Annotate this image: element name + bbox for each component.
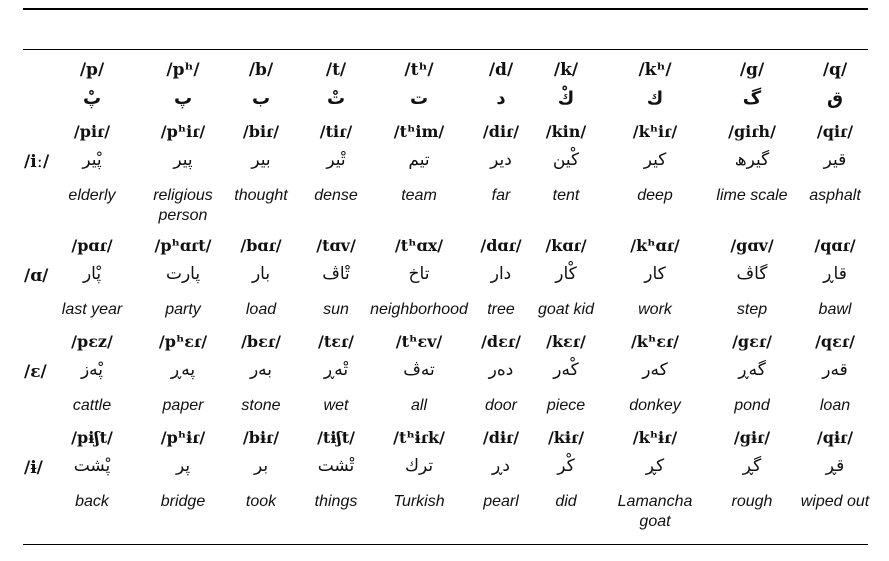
word-gloss: lime scale <box>716 187 788 204</box>
column-header-ipa: /d/ <box>488 60 514 80</box>
word-ipa: /tʰɑx/ <box>394 236 444 255</box>
word-gloss: elderly <box>68 187 116 204</box>
column-header-letter: پْ <box>82 88 102 109</box>
word-ipa: /kʰɨɾ/ <box>632 428 678 447</box>
word-gloss: asphalt <box>809 187 861 204</box>
word-ipa: /dɑɾ/ <box>480 236 522 255</box>
word-gloss: party <box>165 301 201 318</box>
word-gloss: step <box>736 301 768 318</box>
header-rule <box>23 49 868 50</box>
word-gloss: bridge <box>160 493 206 510</box>
word-ipa: /qɨɾ/ <box>816 428 854 447</box>
word-arabic: تْیر <box>326 150 346 170</box>
word-ipa: /pɨʃt/ <box>71 428 113 447</box>
word-arabic: تْشت <box>317 456 355 476</box>
word-arabic: پیر <box>173 150 193 170</box>
word-gloss: did <box>555 493 577 510</box>
word-arabic: قیر <box>823 150 847 170</box>
word-arabic: كیر <box>643 150 667 170</box>
word-arabic: كْین <box>552 150 580 170</box>
column-header-ipa: /p/ <box>79 60 105 80</box>
word-gloss: pond <box>734 397 770 414</box>
word-arabic: قڕ <box>825 456 845 476</box>
column-header-ipa: /tʰ/ <box>404 60 434 80</box>
word-gloss: religious person <box>153 187 213 224</box>
word-gloss: tent <box>552 187 580 204</box>
word-arabic: پارت <box>165 264 201 284</box>
word-gloss: door <box>484 397 518 414</box>
word-arabic: بار <box>251 264 271 284</box>
word-gloss: cattle <box>72 397 112 414</box>
word-gloss: load <box>245 301 277 318</box>
word-ipa: /gɨɾ/ <box>733 428 771 447</box>
word-gloss: wet <box>323 397 349 414</box>
word-ipa: /gɛɾ/ <box>732 332 772 351</box>
word-arabic: گاڤ <box>736 264 768 284</box>
word-arabic: بیر <box>251 150 271 170</box>
word-ipa: /diɾ/ <box>482 122 520 141</box>
column-header-letter: گ <box>742 88 762 109</box>
column-header-letter: تْ <box>326 88 346 109</box>
column-header-ipa: /t/ <box>325 60 347 80</box>
vowel-label: /iː/ <box>24 152 50 172</box>
word-gloss: piece <box>546 397 586 414</box>
column-header-letter: پ <box>173 88 193 109</box>
word-arabic: كْر <box>557 456 575 476</box>
word-ipa: /giɾh/ <box>728 122 776 141</box>
word-ipa: /qɛɾ/ <box>815 332 855 351</box>
column-header-letter: ب <box>251 88 271 109</box>
word-ipa: /pʰɛɾ/ <box>158 332 208 351</box>
word-arabic: كار <box>644 264 666 284</box>
word-gloss: pearl <box>483 493 519 510</box>
word-gloss: paper <box>162 397 204 414</box>
word-ipa: /pʰɨɾ/ <box>160 428 206 447</box>
column-header-ipa: /pʰ/ <box>166 60 200 80</box>
word-gloss: rough <box>731 493 773 510</box>
word-ipa: /pɑɾ/ <box>71 236 113 255</box>
word-arabic: قەر <box>822 360 848 380</box>
word-ipa: /pɛz/ <box>71 332 113 351</box>
word-gloss: work <box>638 301 672 318</box>
word-ipa: /tɑv/ <box>316 236 356 255</box>
word-arabic: پْار <box>82 264 102 284</box>
word-gloss: Turkish <box>393 493 445 510</box>
word-arabic: پەڕ <box>170 360 196 380</box>
word-ipa: /kin/ <box>545 122 587 141</box>
word-arabic: بەر <box>249 360 273 380</box>
bottom-rule <box>23 544 868 545</box>
word-ipa: /biɾ/ <box>242 122 280 141</box>
word-arabic: تْەڕ <box>323 360 349 380</box>
word-gloss: tree <box>487 301 515 318</box>
column-header-letter: ك <box>646 88 664 109</box>
word-arabic: دار <box>490 264 512 284</box>
column-header-letter: ق <box>826 88 844 109</box>
word-ipa: /qɑɾ/ <box>814 236 856 255</box>
word-gloss: back <box>75 493 109 510</box>
word-arabic: دیر <box>490 150 512 170</box>
word-arabic: بر <box>253 456 269 476</box>
word-arabic: تاخ <box>408 264 430 284</box>
word-gloss: things <box>314 493 358 510</box>
word-ipa: /pʰɑɾt/ <box>154 236 212 255</box>
word-ipa: /bɨɾ/ <box>242 428 280 447</box>
word-gloss: neighborhood <box>370 301 468 318</box>
word-ipa: /tʰɨɾk/ <box>393 428 445 447</box>
word-gloss: bawl <box>818 301 852 318</box>
word-arabic: تەڤ <box>403 360 435 380</box>
word-gloss: last year <box>61 301 123 318</box>
column-header-letter: كْ <box>557 88 575 109</box>
word-arabic: پر <box>175 456 191 476</box>
word-arabic: پْیر <box>82 150 102 170</box>
word-gloss: wiped out <box>800 493 870 510</box>
word-ipa: /kɛɾ/ <box>546 332 586 351</box>
word-ipa: /tɛɾ/ <box>317 332 355 351</box>
word-arabic: پْەز <box>80 360 104 380</box>
word-gloss: Lamancha goat <box>617 493 693 530</box>
word-ipa: /tɨʃt/ <box>317 428 355 447</box>
vowel-label: /ɨ/ <box>24 458 43 478</box>
word-ipa: /qiɾ/ <box>816 122 854 141</box>
word-arabic: پْشت <box>73 456 111 476</box>
column-header-ipa: /b/ <box>248 60 274 80</box>
word-arabic: تْاڤ <box>322 264 350 284</box>
column-header-letter: د <box>496 88 506 109</box>
word-arabic: كڕ <box>645 456 665 476</box>
word-gloss: sun <box>323 301 349 318</box>
word-arabic: گیرھ <box>734 150 770 170</box>
word-gloss: stone <box>241 397 281 414</box>
word-arabic: گڕ <box>742 456 762 476</box>
word-ipa: /kɑɾ/ <box>545 236 587 255</box>
word-ipa: /kɨɾ/ <box>547 428 585 447</box>
word-arabic: قاڕ <box>823 264 847 284</box>
word-gloss: took <box>245 493 277 510</box>
word-arabic: كْەر <box>553 360 579 380</box>
word-gloss: goat kid <box>537 301 595 318</box>
word-arabic: تیم <box>408 150 430 170</box>
vowel-label: /ɛ/ <box>24 362 47 382</box>
word-ipa: /tʰɛv/ <box>395 332 443 351</box>
word-ipa: /tiɾ/ <box>319 122 353 141</box>
word-gloss: dense <box>314 187 358 204</box>
word-arabic: ترك <box>404 456 434 476</box>
word-ipa: /kʰɛɾ/ <box>630 332 680 351</box>
word-arabic: گەڕ <box>738 360 766 380</box>
word-ipa: /kʰiɾ/ <box>632 122 678 141</box>
word-gloss: donkey <box>629 397 681 414</box>
word-gloss: loan <box>819 397 851 414</box>
word-arabic: كەر <box>642 360 668 380</box>
word-gloss: deep <box>637 187 673 204</box>
word-gloss: all <box>410 397 427 414</box>
column-header-letter: ت <box>409 88 429 109</box>
word-ipa: /bɛɾ/ <box>241 332 281 351</box>
column-header-ipa: /g/ <box>739 60 765 80</box>
word-ipa: /kʰɑɾ/ <box>630 236 680 255</box>
word-arabic: كْار <box>555 264 577 284</box>
word-ipa: /piɾ/ <box>73 122 111 141</box>
word-ipa: /tʰim/ <box>393 122 445 141</box>
column-header-ipa: /q/ <box>822 60 848 80</box>
column-header-ipa: /kʰ/ <box>638 60 672 80</box>
column-header-ipa: /k/ <box>553 60 579 80</box>
vowel-label: /ɑ/ <box>24 266 49 286</box>
word-ipa: /dɛɾ/ <box>481 332 521 351</box>
word-gloss: team <box>401 187 437 204</box>
word-gloss: far <box>491 187 511 204</box>
word-ipa: /bɑɾ/ <box>240 236 282 255</box>
top-rule <box>23 8 868 10</box>
word-arabic: دەر <box>488 360 514 380</box>
word-ipa: /dɨɾ/ <box>482 428 520 447</box>
word-gloss: thought <box>234 187 288 204</box>
word-ipa: /pʰiɾ/ <box>160 122 206 141</box>
word-arabic: دڕ <box>492 456 510 476</box>
word-ipa: /gɑv/ <box>730 236 774 255</box>
